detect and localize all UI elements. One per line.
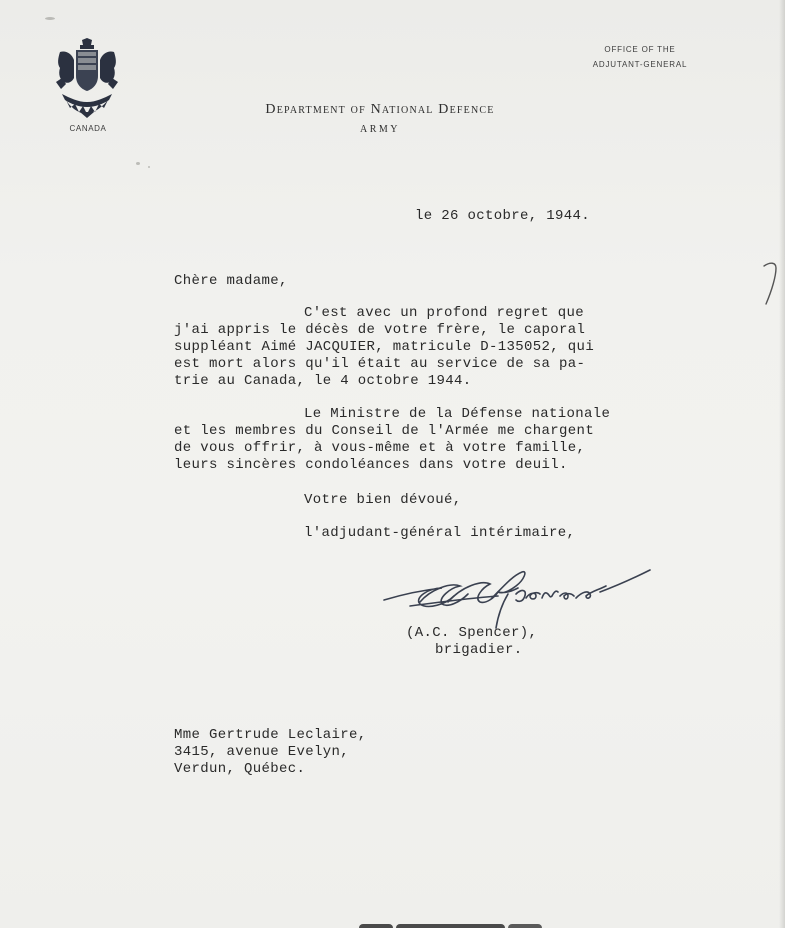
signer-name: (A.C. Spencer), xyxy=(406,625,538,641)
office-line-2: ADJUTANT-GENERAL xyxy=(592,60,688,69)
recipient-city: Verdun, Québec. xyxy=(174,761,306,777)
recipient-address xyxy=(174,727,367,778)
recipient-name: Mme Gertrude Leclaire, xyxy=(174,727,367,743)
closing: Votre bien dévoué, xyxy=(304,492,462,508)
paragraph-line: C'est avec un profond regret que xyxy=(304,305,585,321)
paragraph-line: leurs sincères condoléances dans votre deuil. xyxy=(174,457,568,473)
paragraph-line: trie au Canada, le 4 octobre 1944. xyxy=(174,373,472,389)
viewer-toolbar-left[interactable] xyxy=(359,924,393,928)
recipient-street: 3415, avenue Evelyn, xyxy=(174,744,350,760)
handwritten-signature xyxy=(380,568,655,630)
paper-edge-shadow xyxy=(779,0,785,928)
paragraph-line: et les membres du Conseil de l'Armée me chargent xyxy=(174,423,595,439)
paragraph-line: est mort alors qu'il était au service de sa pa- xyxy=(174,356,586,372)
paragraph-line: j'ai appris le décès de votre frère, le caporal xyxy=(174,322,586,338)
viewer-toolbar-right[interactable] xyxy=(508,924,542,928)
crest-caption: CANADA xyxy=(69,124,107,133)
letter-date: le 26 octobre, 1944. xyxy=(415,208,591,224)
paragraph-minister xyxy=(174,406,610,474)
scan-speck xyxy=(45,17,55,20)
branch-heading: ARMY xyxy=(359,124,400,135)
paragraph-condolence xyxy=(174,305,594,390)
paragraph-line: Le Ministre de la Défense nationale xyxy=(304,406,611,422)
office-heading xyxy=(570,42,710,72)
scan-speck xyxy=(136,162,140,165)
paragraph-line: de vous offrir, à vous-même et à votre famille, xyxy=(174,440,586,456)
scan-speck xyxy=(148,166,150,168)
signer-rank: brigadier. xyxy=(435,642,523,658)
salutation: Chère madame, xyxy=(174,273,288,289)
signer-title: l'adjudant-général intérimaire, xyxy=(304,525,576,541)
paragraph-line: suppléant Aimé JACQUIER, matricule D-135052, qui xyxy=(174,339,595,355)
viewer-toolbar-center[interactable] xyxy=(396,924,505,928)
coat-of-arms-icon xyxy=(52,38,122,120)
margin-pencil-mark xyxy=(760,260,782,310)
office-line-1: OFFICE OF THE xyxy=(604,45,676,54)
department-heading: Department of National Defence xyxy=(265,102,495,117)
